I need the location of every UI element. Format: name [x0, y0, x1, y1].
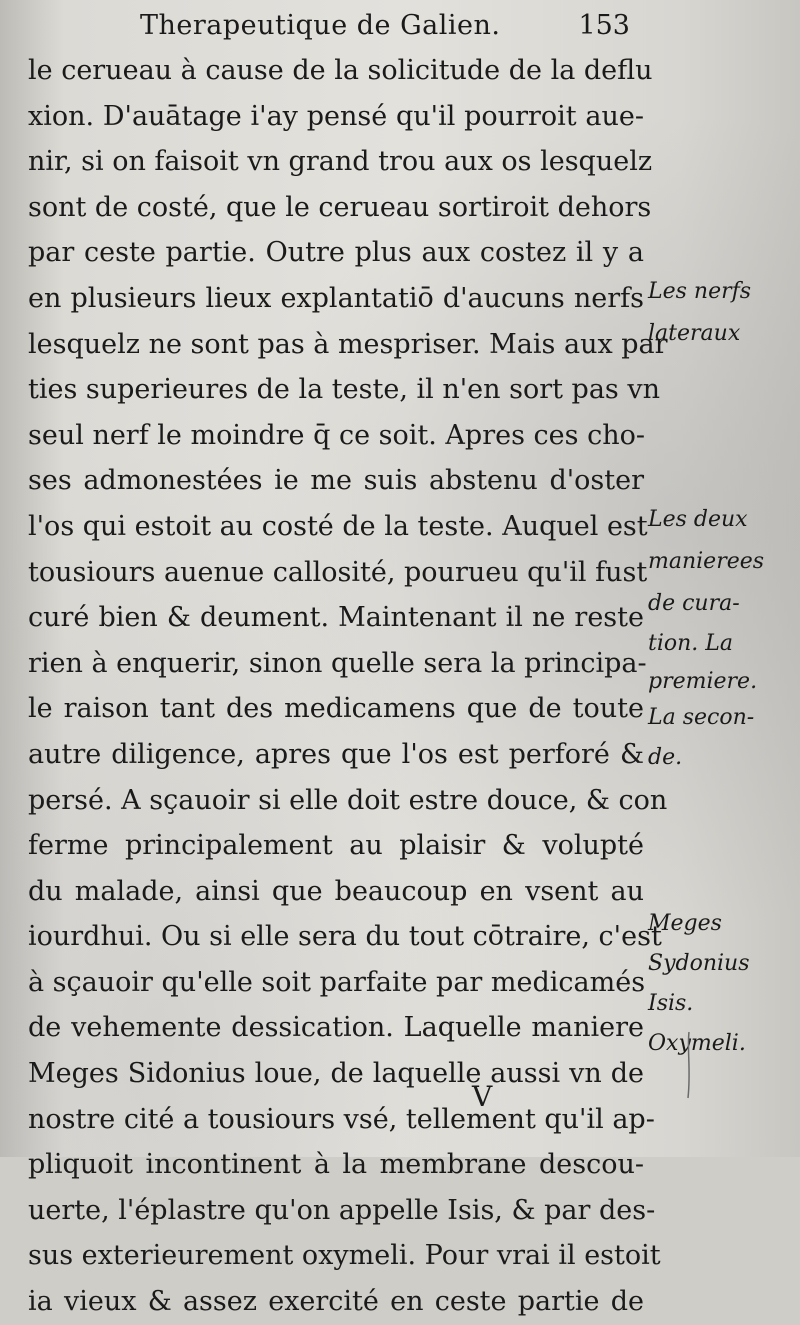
- text-line: curé bien & deument. Maintenant il ne reste: [28, 602, 644, 634]
- margin-note: Oxymeli.: [648, 1031, 746, 1056]
- text-line: ties superieures de la teste, il n'en sort pas vn: [28, 374, 661, 406]
- text-line: persé. A sçauoir si elle doit estre douce, & con: [28, 784, 668, 816]
- text-line: ferme principalement au plaisir & volupté: [28, 830, 644, 862]
- margin-note: de cura-: [648, 591, 740, 616]
- margin-note: Isis.: [648, 991, 694, 1016]
- text-line: nostre cité a tousiours vsé, tellement qu'il ap-: [28, 1103, 655, 1135]
- main-text-block: [28, 48, 668, 1325]
- running-title: Therapeutique de Galien.: [140, 10, 501, 41]
- text-line: nir, si on faisoit vn grand trou aux os lesquelz: [28, 146, 653, 178]
- margin-note: lateraux: [648, 321, 741, 346]
- text-line: ses admonestées ie me suis abstenu d'oster: [28, 465, 644, 497]
- text-line: pliquoit incontinent à la membrane descou-: [28, 1149, 644, 1181]
- signature-mark: V: [472, 1080, 493, 1113]
- margin-note: de.: [648, 745, 683, 770]
- text-line: xion. D'auātage i'ay pensé qu'il pourroit aue-: [28, 100, 644, 132]
- text-line: en plusieurs lieux explantatiō d'aucuns nerfs: [28, 282, 644, 314]
- text-line: seul nerf le moindre q̄ ce soit. Apres ces cho-: [28, 419, 645, 451]
- text-line: le raison tant des medicamens que de toute: [28, 693, 644, 725]
- text-line: de vehemente dessication. Laquelle maniere: [28, 1012, 644, 1044]
- text-line: uerte, l'éplastre qu'on appelle Isis, & par des-: [28, 1194, 656, 1226]
- text-line: par ceste partie. Outre plus aux costez il y a: [28, 237, 644, 269]
- ink-stroke-icon: [684, 1030, 694, 1100]
- text-line: iourdhui. Ou si elle sera du tout cōtraire, c'est: [28, 921, 662, 953]
- page-number: 153: [578, 10, 630, 41]
- text-line: tousiours auenue callosité, pourueu qu'il fust: [28, 556, 648, 588]
- margin-note: premiere.: [648, 669, 758, 694]
- text-line: l'os qui estoit au costé de la teste. Auquel est: [28, 510, 648, 542]
- text-line: Meges Sidonius loue, de laquelle aussi vn de: [28, 1058, 644, 1090]
- margin-note: tion. La: [648, 631, 734, 656]
- page-header: [140, 10, 640, 50]
- text-line: du malade, ainsi que beaucoup en vsent au: [28, 875, 644, 907]
- text-line: à sçauoir qu'elle soit parfaite par medicamés: [28, 966, 646, 998]
- margin-note: Meges: [648, 911, 722, 936]
- margin-note: Les nerfs: [648, 279, 752, 304]
- margin-note: Les deux: [648, 507, 748, 532]
- text-line: le cerueau à cause de la solicitude de la deflu: [28, 55, 653, 86]
- text-line: autre diligence, apres que l'os est perforé &: [28, 738, 644, 770]
- text-line: ia vieux & assez exercité en ceste partie de: [28, 1286, 644, 1318]
- margin-note: La secon-: [648, 705, 755, 730]
- text-line: lesquelz ne sont pas à mespriser. Mais aux par: [28, 328, 668, 360]
- text-line: sus exterieurement oxymeli. Pour vrai il estoit: [28, 1240, 661, 1272]
- margin-note: Sydonius: [648, 951, 750, 976]
- margin-note: manierees: [648, 549, 765, 574]
- text-line: rien à enquerir, sinon quelle sera la principa-: [28, 647, 647, 679]
- text-line: sont de costé, que le cerueau sortiroit dehors: [28, 191, 652, 223]
